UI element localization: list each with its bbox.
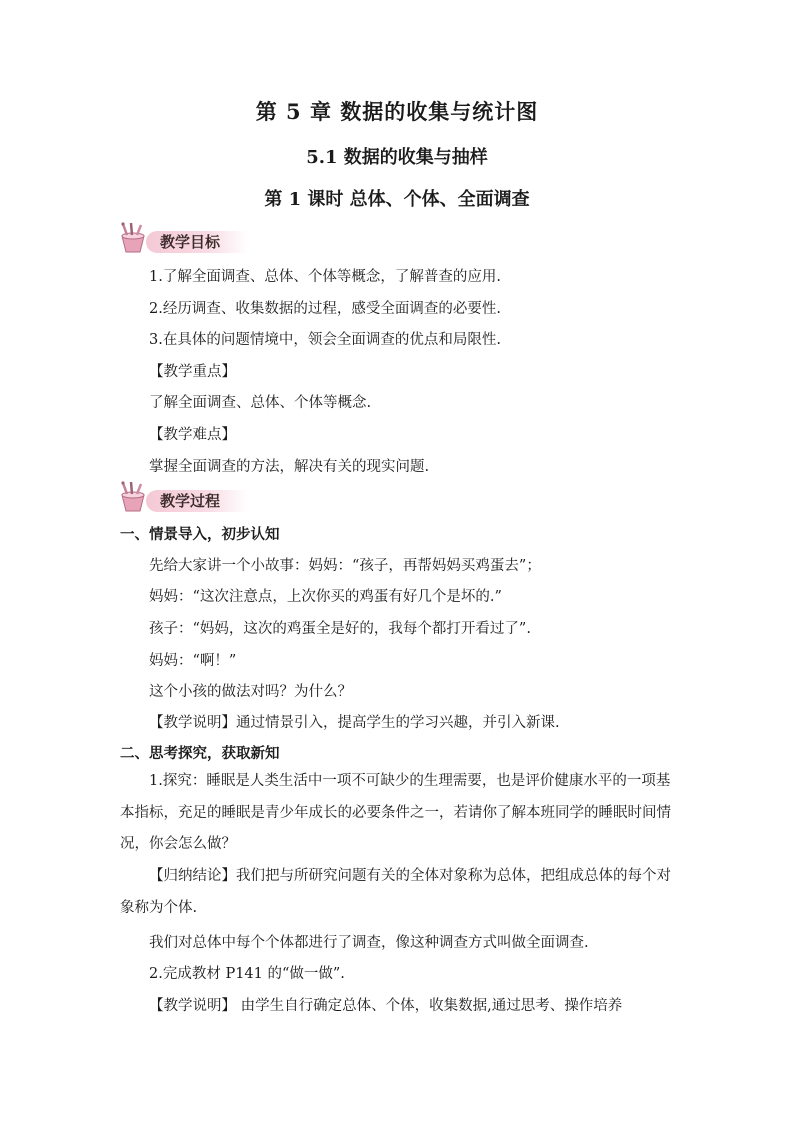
survey-definition: 我们对总体中每个个体都进行了调查，像这种调查方式叫做全面调查. <box>149 935 589 951</box>
explore-paragraph: 1.探究：睡眠是人类生活中一项不可缺少的生理需要，也是评价健康水平的一项基本指标，充足的睡眠是青少年成长的必要条件之一，若请你了解本班同学的睡眠时间情况，你会怎么做？ <box>120 773 671 852</box>
section-title: 5.1 数据的收集与抽样 <box>306 147 488 168</box>
teaching-note-1: 【教学说明】通过情景引入，提高学生的学习兴趣，并引入新课. <box>149 715 560 731</box>
goals-badge-label: 教学目标 <box>146 231 248 253</box>
part2-heading: 二、思考探究，获取新知 <box>120 746 280 762</box>
conclusion-paragraph: 【归纳结论】我们把与所研究问题有关的全体对象称为总体，把组成总体的每个对象称为个体. <box>120 868 671 916</box>
pen-holder-icon <box>116 222 152 254</box>
key-point-label: 【教学重点】 <box>149 364 236 380</box>
story-line-1: 先给大家讲一个小故事：妈妈：“孩子，再帮妈妈买鸡蛋去”； <box>149 558 541 574</box>
difficulty-text: 掌握全面调查的方法，解决有关的现实问题. <box>149 459 430 475</box>
story-line-3: 孩子：“妈妈，这次的鸡蛋全是好的，我每个都打开看过了”. <box>149 621 531 637</box>
teaching-note-2: 【教学说明】 由学生自行确定总体、个体，收集数据,通过思考、操作培养 <box>149 998 623 1014</box>
story-line-4: 妈妈：“啊！” <box>149 653 237 669</box>
task-line: 2.完成教材 P141 的“做一做”. <box>149 966 345 982</box>
process-badge <box>116 488 248 514</box>
goals-badge <box>116 229 248 255</box>
process-badge-label: 教学过程 <box>146 490 248 512</box>
chapter-title: 第 5 章 数据的收集与统计图 <box>255 99 539 124</box>
story-line-2: 妈妈：“这次注意点，上次你买的鸡蛋有好几个是坏的.” <box>149 589 502 605</box>
story-question: 这个小孩的做法对吗？为什么？ <box>149 684 352 700</box>
goal-item-2: 2.经历调查、收集数据的过程，感受全面调查的必要性. <box>149 301 501 317</box>
part1-heading: 一、情景导入，初步认知 <box>120 527 280 543</box>
goal-item-1: 1.了解全面调查、总体、个体等概念，了解普查的应用. <box>149 269 501 285</box>
key-point-text: 了解全面调查、总体、个体等概念. <box>149 395 372 411</box>
pen-holder-icon <box>116 481 152 513</box>
lesson-title: 第 1 课时 总体、个体、全面调查 <box>264 189 530 210</box>
goal-item-3: 3.在具体的问题情境中，领会全面调查的优点和局限性. <box>149 332 501 348</box>
difficulty-label: 【教学难点】 <box>149 427 236 443</box>
